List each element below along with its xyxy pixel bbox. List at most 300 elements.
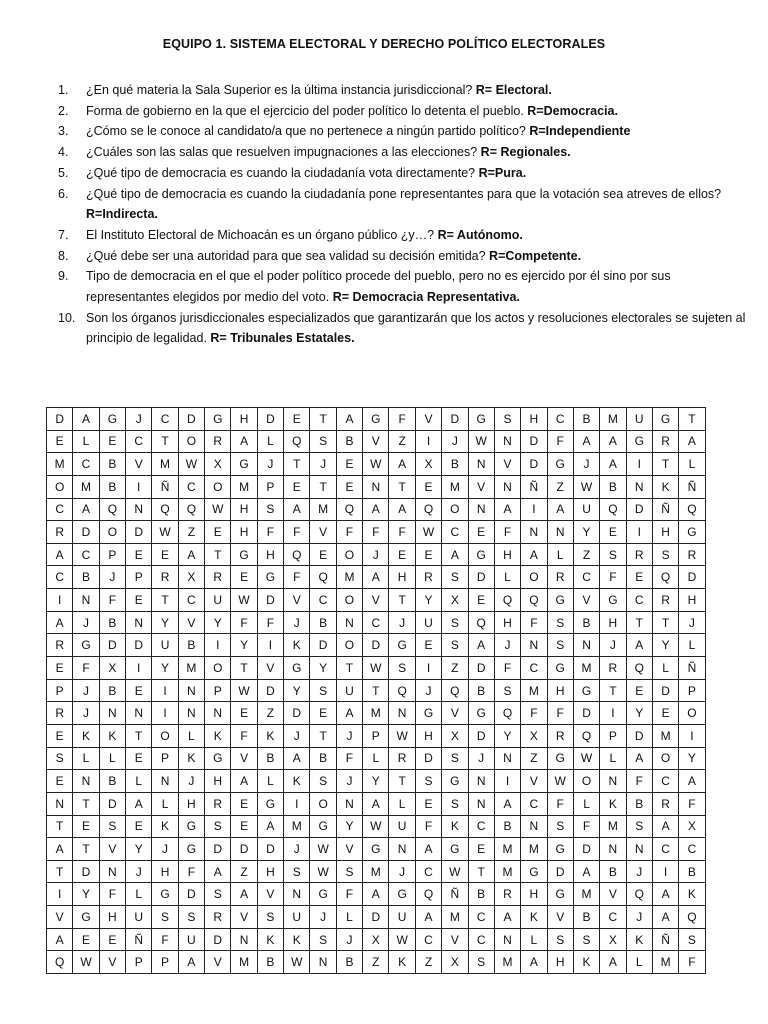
grid-cell: R bbox=[494, 883, 520, 906]
grid-cell: X bbox=[178, 566, 204, 589]
question-answer: R= Tribunales Estatales. bbox=[210, 331, 355, 346]
grid-cell: S bbox=[178, 906, 204, 929]
grid-cell: L bbox=[626, 951, 652, 974]
grid-cell: H bbox=[178, 792, 204, 815]
grid-cell: F bbox=[494, 657, 520, 680]
grid-cell: I bbox=[626, 521, 652, 544]
grid-cell: V bbox=[363, 589, 389, 612]
grid-row bbox=[47, 883, 706, 906]
grid-cell: K bbox=[284, 770, 310, 793]
grid-cell: N bbox=[178, 679, 204, 702]
grid-cell: J bbox=[468, 747, 494, 770]
grid-cell: W bbox=[231, 589, 257, 612]
grid-cell: Ñ bbox=[652, 928, 678, 951]
grid-cell: Q bbox=[600, 498, 626, 521]
grid-cell: T bbox=[73, 838, 99, 861]
grid-cell: K bbox=[389, 951, 415, 974]
grid-cell: C bbox=[126, 430, 152, 453]
grid-cell: A bbox=[547, 498, 573, 521]
grid-cell: G bbox=[257, 792, 283, 815]
grid-cell: M bbox=[600, 815, 626, 838]
grid-cell: G bbox=[468, 408, 494, 431]
grid-row bbox=[47, 860, 706, 883]
grid-cell: M bbox=[494, 860, 520, 883]
question-answer: R=Independiente bbox=[529, 124, 631, 139]
grid-row bbox=[47, 815, 706, 838]
grid-cell: U bbox=[152, 634, 178, 657]
grid-cell: S bbox=[205, 815, 231, 838]
grid-row bbox=[47, 566, 706, 589]
grid-cell: Ñ bbox=[521, 475, 547, 498]
grid-cell: Y bbox=[336, 815, 362, 838]
grid-cell: A bbox=[178, 951, 204, 974]
grid-cell: Y bbox=[205, 611, 231, 634]
grid-cell: C bbox=[310, 589, 336, 612]
grid-cell: U bbox=[336, 679, 362, 702]
grid-cell: J bbox=[415, 679, 441, 702]
grid-cell: T bbox=[336, 657, 362, 680]
grid-cell: H bbox=[679, 589, 705, 612]
grid-cell: C bbox=[178, 589, 204, 612]
grid-cell: R bbox=[626, 543, 652, 566]
grid-cell: O bbox=[152, 724, 178, 747]
grid-cell: A bbox=[231, 770, 257, 793]
grid-cell: H bbox=[494, 611, 520, 634]
grid-cell: T bbox=[652, 611, 678, 634]
grid-cell: X bbox=[521, 724, 547, 747]
grid-cell: G bbox=[73, 906, 99, 929]
grid-cell: M bbox=[73, 475, 99, 498]
grid-cell: T bbox=[152, 430, 178, 453]
grid-cell: Y bbox=[310, 657, 336, 680]
grid-cell: B bbox=[573, 906, 599, 929]
grid-cell: Y bbox=[152, 611, 178, 634]
grid-cell: A bbox=[652, 815, 678, 838]
grid-cell: M bbox=[231, 475, 257, 498]
grid-cell: O bbox=[205, 475, 231, 498]
grid-cell: F bbox=[257, 521, 283, 544]
grid-cell: N bbox=[231, 928, 257, 951]
grid-cell: A bbox=[679, 770, 705, 793]
grid-cell: D bbox=[468, 657, 494, 680]
grid-cell: B bbox=[679, 860, 705, 883]
grid-cell: C bbox=[626, 589, 652, 612]
grid-cell: J bbox=[126, 408, 152, 431]
grid-cell: E bbox=[126, 589, 152, 612]
grid-cell: N bbox=[547, 521, 573, 544]
question-text: ¿Qué tipo de democracia es cuando la ciudadanía vota directamente? bbox=[86, 165, 479, 180]
grid-cell: H bbox=[152, 860, 178, 883]
grid-cell: F bbox=[336, 521, 362, 544]
grid-cell: N bbox=[389, 838, 415, 861]
grid-cell: E bbox=[231, 702, 257, 725]
grid-cell: K bbox=[626, 928, 652, 951]
grid-cell: N bbox=[126, 702, 152, 725]
grid-cell: B bbox=[99, 453, 125, 476]
grid-cell: J bbox=[626, 906, 652, 929]
grid-cell: N bbox=[626, 838, 652, 861]
grid-cell: J bbox=[363, 543, 389, 566]
grid-cell: O bbox=[573, 770, 599, 793]
grid-cell: B bbox=[626, 792, 652, 815]
grid-cell: G bbox=[679, 521, 705, 544]
grid-cell: Y bbox=[494, 724, 520, 747]
grid-cell: J bbox=[284, 724, 310, 747]
grid-cell: K bbox=[521, 906, 547, 929]
grid-cell: L bbox=[600, 747, 626, 770]
grid-cell: G bbox=[178, 838, 204, 861]
grid-cell: M bbox=[47, 453, 73, 476]
grid-cell: A bbox=[626, 634, 652, 657]
grid-cell: H bbox=[547, 679, 573, 702]
grid-cell: X bbox=[205, 453, 231, 476]
grid-cell: F bbox=[178, 860, 204, 883]
grid-cell: S bbox=[284, 860, 310, 883]
grid-cell: Q bbox=[415, 498, 441, 521]
grid-cell: Y bbox=[415, 589, 441, 612]
grid-cell: N bbox=[494, 430, 520, 453]
grid-cell: G bbox=[547, 883, 573, 906]
grid-cell: E bbox=[310, 702, 336, 725]
grid-cell: V bbox=[415, 408, 441, 431]
grid-cell: K bbox=[152, 815, 178, 838]
grid-cell: K bbox=[257, 928, 283, 951]
grid-cell: U bbox=[178, 928, 204, 951]
grid-cell: D bbox=[442, 408, 468, 431]
grid-cell: E bbox=[468, 589, 494, 612]
grid-cell: D bbox=[284, 702, 310, 725]
grid-cell: I bbox=[415, 430, 441, 453]
question-item bbox=[58, 225, 748, 246]
grid-cell: D bbox=[231, 838, 257, 861]
grid-cell: T bbox=[652, 453, 678, 476]
grid-cell: V bbox=[257, 883, 283, 906]
grid-cell: D bbox=[652, 679, 678, 702]
grid-cell: J bbox=[73, 702, 99, 725]
grid-cell: I bbox=[521, 498, 547, 521]
grid-cell: G bbox=[547, 838, 573, 861]
grid-cell: E bbox=[415, 792, 441, 815]
grid-cell: F bbox=[547, 430, 573, 453]
grid-cell: N bbox=[205, 702, 231, 725]
grid-cell: T bbox=[310, 475, 336, 498]
grid-cell: A bbox=[494, 498, 520, 521]
grid-cell: M bbox=[442, 475, 468, 498]
grid-cell: Ñ bbox=[652, 498, 678, 521]
grid-cell: T bbox=[389, 589, 415, 612]
grid-cell: E bbox=[415, 475, 441, 498]
grid-cell: X bbox=[442, 724, 468, 747]
question-number: 10. bbox=[58, 310, 76, 325]
grid-cell: O bbox=[99, 521, 125, 544]
grid-cell: C bbox=[47, 566, 73, 589]
grid-cell: K bbox=[679, 883, 705, 906]
grid-cell: T bbox=[389, 475, 415, 498]
grid-cell: D bbox=[363, 634, 389, 657]
grid-cell: R bbox=[415, 566, 441, 589]
grid-cell: Z bbox=[389, 430, 415, 453]
grid-cell: A bbox=[494, 792, 520, 815]
grid-cell: H bbox=[652, 521, 678, 544]
grid-cell: W bbox=[547, 770, 573, 793]
grid-cell: T bbox=[47, 860, 73, 883]
grid-cell: D bbox=[205, 928, 231, 951]
grid-cell: I bbox=[284, 792, 310, 815]
grid-cell: G bbox=[284, 657, 310, 680]
grid-cell: P bbox=[363, 724, 389, 747]
grid-cell: P bbox=[600, 724, 626, 747]
grid-cell: C bbox=[652, 838, 678, 861]
grid-cell: I bbox=[679, 724, 705, 747]
grid-cell: E bbox=[47, 430, 73, 453]
grid-cell: N bbox=[468, 453, 494, 476]
grid-cell: F bbox=[152, 928, 178, 951]
grid-cell: E bbox=[652, 702, 678, 725]
grid-cell: Q bbox=[442, 679, 468, 702]
grid-cell: H bbox=[257, 860, 283, 883]
grid-cell: I bbox=[152, 679, 178, 702]
grid-cell: O bbox=[336, 589, 362, 612]
grid-cell: Y bbox=[626, 702, 652, 725]
grid-cell: Q bbox=[99, 498, 125, 521]
grid-cell: G bbox=[310, 815, 336, 838]
question-list bbox=[58, 80, 748, 349]
grid-cell: S bbox=[442, 747, 468, 770]
grid-cell: L bbox=[547, 543, 573, 566]
grid-cell: S bbox=[494, 679, 520, 702]
grid-cell: R bbox=[652, 792, 678, 815]
grid-row bbox=[47, 498, 706, 521]
question-item bbox=[58, 266, 748, 307]
grid-cell: A bbox=[47, 543, 73, 566]
grid-cell: E bbox=[468, 521, 494, 544]
grid-cell: D bbox=[126, 521, 152, 544]
grid-cell: M bbox=[652, 951, 678, 974]
grid-cell: T bbox=[389, 770, 415, 793]
grid-cell: A bbox=[47, 611, 73, 634]
grid-cell: T bbox=[231, 657, 257, 680]
grid-row bbox=[47, 906, 706, 929]
word-search-grid bbox=[46, 407, 706, 974]
grid-cell: A bbox=[73, 408, 99, 431]
grid-cell: T bbox=[152, 589, 178, 612]
grid-cell: M bbox=[310, 498, 336, 521]
grid-cell: G bbox=[442, 770, 468, 793]
grid-cell: N bbox=[73, 589, 99, 612]
grid-cell: B bbox=[336, 430, 362, 453]
grid-cell: N bbox=[99, 702, 125, 725]
grid-cell: B bbox=[310, 747, 336, 770]
grid-cell: Z bbox=[178, 521, 204, 544]
grid-cell: J bbox=[284, 611, 310, 634]
question-number: 3. bbox=[58, 124, 69, 139]
grid-cell: B bbox=[442, 453, 468, 476]
grid-cell: H bbox=[600, 611, 626, 634]
grid-cell: A bbox=[415, 906, 441, 929]
grid-cell: T bbox=[600, 679, 626, 702]
question-text: ¿Cuáles son las salas que resuelven impugnaciones a las elecciones? bbox=[86, 145, 481, 160]
grid-cell: D bbox=[257, 838, 283, 861]
grid-cell: E bbox=[415, 634, 441, 657]
grid-cell: H bbox=[494, 543, 520, 566]
grid-cell: X bbox=[600, 928, 626, 951]
grid-cell: E bbox=[231, 792, 257, 815]
grid-cell: W bbox=[152, 521, 178, 544]
grid-row bbox=[47, 611, 706, 634]
grid-cell: M bbox=[652, 724, 678, 747]
grid-cell: K bbox=[284, 634, 310, 657]
grid-cell: E bbox=[468, 838, 494, 861]
grid-cell: Z bbox=[521, 747, 547, 770]
grid-cell: L bbox=[389, 792, 415, 815]
grid-cell: E bbox=[126, 679, 152, 702]
grid-cell: Q bbox=[178, 498, 204, 521]
grid-cell: S bbox=[600, 543, 626, 566]
grid-cell: M bbox=[178, 657, 204, 680]
grid-cell: D bbox=[99, 792, 125, 815]
grid-cell: J bbox=[152, 838, 178, 861]
grid-cell: N bbox=[573, 634, 599, 657]
grid-cell: Z bbox=[547, 475, 573, 498]
grid-cell: S bbox=[547, 634, 573, 657]
question-answer: R= Electoral. bbox=[475, 83, 552, 97]
question-number: 5. bbox=[58, 165, 69, 180]
grid-cell: S bbox=[152, 906, 178, 929]
grid-cell: E bbox=[152, 543, 178, 566]
question-answer: R= Regionales. bbox=[480, 145, 571, 160]
grid-cell: N bbox=[126, 498, 152, 521]
grid-cell: I bbox=[626, 453, 652, 476]
grid-cell: K bbox=[652, 475, 678, 498]
grid-row bbox=[47, 634, 706, 657]
grid-cell: W bbox=[310, 838, 336, 861]
grid-cell: J bbox=[126, 860, 152, 883]
grid-cell: E bbox=[126, 543, 152, 566]
grid-cell: B bbox=[468, 883, 494, 906]
question-text: ¿En qué materia la Sala Superior es la última instancia jurisdiccional? bbox=[86, 83, 476, 97]
grid-cell: V bbox=[231, 906, 257, 929]
grid-cell: H bbox=[257, 543, 283, 566]
grid-cell: V bbox=[573, 589, 599, 612]
grid-cell: E bbox=[47, 724, 73, 747]
grid-cell: G bbox=[310, 883, 336, 906]
grid-cell: M bbox=[363, 860, 389, 883]
grid-cell: R bbox=[205, 430, 231, 453]
grid-cell: N bbox=[336, 792, 362, 815]
grid-cell: L bbox=[257, 770, 283, 793]
grid-cell: A bbox=[336, 408, 362, 431]
grid-cell: F bbox=[284, 521, 310, 544]
grid-cell: M bbox=[573, 883, 599, 906]
grid-cell: G bbox=[442, 838, 468, 861]
grid-cell: U bbox=[573, 498, 599, 521]
grid-cell: S bbox=[547, 611, 573, 634]
grid-cell: X bbox=[415, 453, 441, 476]
grid-cell: J bbox=[257, 453, 283, 476]
grid-cell: C bbox=[363, 611, 389, 634]
grid-cell: M bbox=[494, 951, 520, 974]
grid-cell: N bbox=[284, 883, 310, 906]
grid-cell: U bbox=[415, 611, 441, 634]
grid-cell: F bbox=[231, 611, 257, 634]
grid-cell: R bbox=[652, 589, 678, 612]
grid-cell: G bbox=[205, 408, 231, 431]
grid-cell: B bbox=[99, 770, 125, 793]
grid-cell: A bbox=[284, 747, 310, 770]
grid-cell: A bbox=[415, 838, 441, 861]
grid-cell: F bbox=[73, 657, 99, 680]
grid-cell: D bbox=[178, 883, 204, 906]
grid-cell: C bbox=[573, 566, 599, 589]
grid-cell: E bbox=[126, 815, 152, 838]
grid-cell: W bbox=[231, 679, 257, 702]
grid-cell: A bbox=[389, 498, 415, 521]
grid-cell: Ñ bbox=[679, 657, 705, 680]
grid-cell: W bbox=[363, 815, 389, 838]
grid-cell: N bbox=[600, 838, 626, 861]
grid-cell: G bbox=[547, 589, 573, 612]
grid-cell: Y bbox=[573, 521, 599, 544]
grid-cell: E bbox=[99, 430, 125, 453]
grid-cell: N bbox=[494, 475, 520, 498]
grid-cell: G bbox=[652, 408, 678, 431]
grid-cell: E bbox=[415, 543, 441, 566]
grid-cell: Y bbox=[73, 883, 99, 906]
grid-cell: F bbox=[336, 883, 362, 906]
grid-cell: V bbox=[494, 453, 520, 476]
grid-cell: G bbox=[468, 702, 494, 725]
grid-cell: G bbox=[547, 453, 573, 476]
grid-cell: A bbox=[652, 883, 678, 906]
grid-cell: H bbox=[415, 724, 441, 747]
question-item bbox=[58, 80, 748, 101]
grid-cell: J bbox=[310, 453, 336, 476]
grid-cell: G bbox=[152, 883, 178, 906]
grid-cell: L bbox=[652, 657, 678, 680]
grid-cell: P bbox=[126, 566, 152, 589]
grid-cell: V bbox=[468, 475, 494, 498]
grid-cell: P bbox=[126, 951, 152, 974]
grid-cell: A bbox=[600, 951, 626, 974]
grid-cell: Z bbox=[231, 860, 257, 883]
grid-cell: R bbox=[152, 566, 178, 589]
grid-cell: V bbox=[336, 838, 362, 861]
grid-cell: F bbox=[389, 521, 415, 544]
grid-cell: P bbox=[205, 679, 231, 702]
grid-cell: N bbox=[626, 475, 652, 498]
grid-cell: S bbox=[442, 634, 468, 657]
grid-cell: E bbox=[99, 928, 125, 951]
grid-cell: I bbox=[47, 589, 73, 612]
grid-cell: D bbox=[626, 498, 652, 521]
grid-cell: F bbox=[99, 589, 125, 612]
question-number: 4. bbox=[58, 145, 69, 160]
grid-cell: T bbox=[47, 815, 73, 838]
grid-cell: N bbox=[336, 611, 362, 634]
grid-row bbox=[47, 928, 706, 951]
grid-cell: K bbox=[99, 724, 125, 747]
grid-cell: F bbox=[679, 792, 705, 815]
grid-row bbox=[47, 453, 706, 476]
grid-cell: K bbox=[178, 747, 204, 770]
grid-cell: L bbox=[152, 792, 178, 815]
grid-cell: D bbox=[310, 634, 336, 657]
grid-cell: Q bbox=[47, 951, 73, 974]
grid-cell: I bbox=[126, 475, 152, 498]
grid-cell: F bbox=[415, 815, 441, 838]
grid-cell: V bbox=[126, 453, 152, 476]
grid-cell: E bbox=[284, 475, 310, 498]
